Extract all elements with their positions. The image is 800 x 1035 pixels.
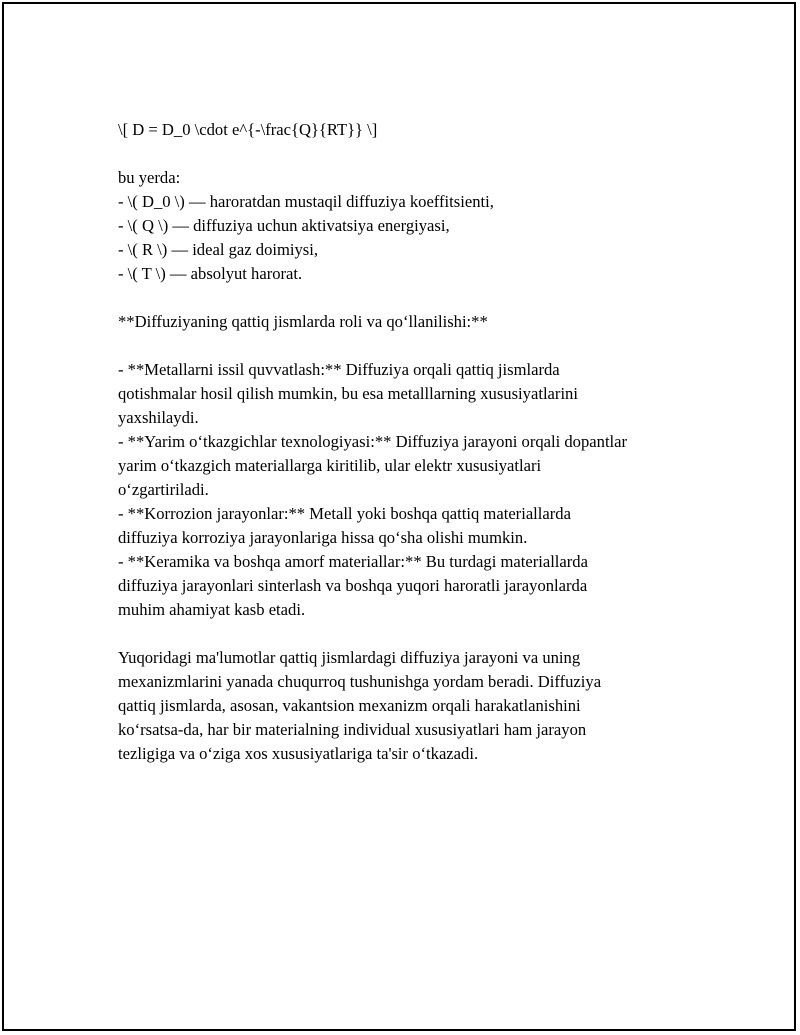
conclusion-line: qattiq jismlarda, asosan, vakantsion mexanizm orqali harakatlanishini (118, 696, 581, 715)
paragraph-gap (118, 622, 718, 646)
definition-item: - \( D_0 \) — haroratdan mustaqil diffuziya koeffitsienti, (118, 192, 494, 211)
application-line: o‘zgartiriladi. (118, 480, 209, 499)
application-line: - **Metallarni issil quvvatlash:** Diffuziya orqali qattiq jismlarda (118, 360, 560, 379)
diffusion-formula: \[ D = D_0 \cdot e^{-\frac{Q}{RT}} \] (118, 120, 378, 139)
conclusion-line: ko‘rsatsa-da, har bir materialning individual xususiyatlari ham jarayon (118, 720, 587, 739)
application-line: diffuziya korroziya jarayonlariga hissa qo‘sha olishi mumkin. (118, 528, 528, 547)
application-line: yarim o‘tkazgich materiallarga kiritilib, ular elektr xususiyatlari (118, 456, 542, 475)
definition-item: - \( R \) — ideal gaz doimiysi, (118, 240, 319, 259)
application-line: yaxshilaydi. (118, 408, 199, 427)
conclusion-line: Yuqoridagi ma'lumotlar qattiq jismlardagi diffuziya jarayoni va uning (118, 648, 581, 667)
document-body (118, 118, 718, 766)
paragraph-gap (118, 334, 718, 358)
application-line: - **Keramika va boshqa amorf materiallar:** Bu turdagi materiallarda (118, 552, 588, 571)
application-line: - **Korrozion jarayonlar:** Metall yoki boshqa qattiq materiallarda (118, 504, 571, 523)
application-line: diffuziya jarayonlari sinterlash va boshqa yuqori haroratli jarayonlarda (118, 576, 588, 595)
section-heading: **Diffuziyaning qattiq jismlarda roli va qo‘llanilishi:** (118, 312, 488, 331)
paragraph-gap (118, 286, 718, 310)
conclusion-line: mexanizmlarini yanada chuqurroq tushunishga yordam beradi. Diffuziya (118, 672, 602, 691)
application-line: - **Yarim o‘tkazgichlar texnologiyasi:** Diffuziya jarayoni orqali dopantlar (118, 432, 628, 451)
where-intro: bu yerda: (118, 168, 181, 187)
application-line: muhim ahamiyat kasb etadi. (118, 600, 306, 619)
definition-item: - \( Q \) — diffuziya uchun aktivatsiya energiyasi, (118, 216, 450, 235)
paragraph-gap (118, 142, 718, 166)
application-line: qotishmalar hosil qilish mumkin, bu esa metalllarning xususiyatlarini (118, 384, 578, 403)
conclusion-line: tezligiga va o‘ziga xos xususiyatlariga ta'sir o‘tkazadi. (118, 744, 479, 763)
definition-item: - \( T \) — absolyut harorat. (118, 264, 303, 283)
